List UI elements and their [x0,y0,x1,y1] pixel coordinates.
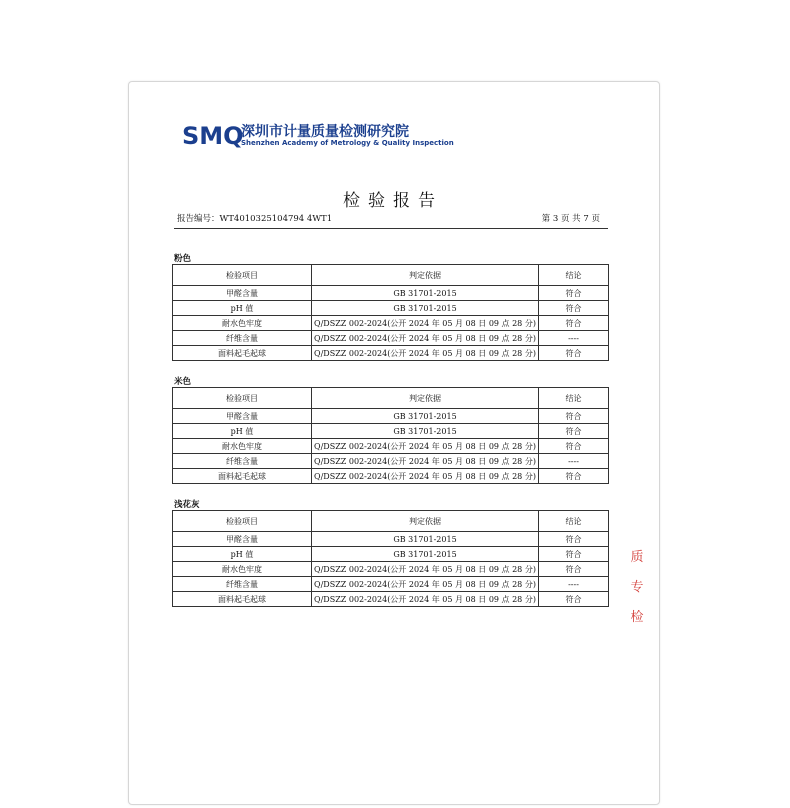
header-item: 检验项目 [173,388,312,409]
org-name-en: Shenzhen Academy of Metrology & Quality Inspection [241,139,454,147]
seal-char: 质 [630,550,644,565]
cell-item: 面料起毛起球 [173,469,312,484]
table-row [173,286,609,301]
seal-fragment [629,578,645,598]
table-row [173,469,609,484]
table-row [173,301,609,316]
cell-basis: Q/DSZZ 002-2024(公开 2024 年 05 月 08 日 09 点 28 分) [312,592,539,607]
cell-item: pH 值 [173,424,312,439]
cell-item: 面料起毛起球 [173,346,312,361]
cell-basis: Q/DSZZ 002-2024(公开 2024 年 05 月 08 日 09 点 28 分) [312,469,539,484]
cell-conclusion: 符合 [539,424,609,439]
cell-basis: GB 31701-2015 [312,547,539,562]
table-header-row [173,265,609,286]
cell-item: 甲醛含量 [173,286,312,301]
table-row [173,562,609,577]
cell-item: pH 值 [173,547,312,562]
document-title: 检验报告 [343,191,443,211]
table-row [173,439,609,454]
cell-basis: Q/DSZZ 002-2024(公开 2024 年 05 月 08 日 09 点 28 分) [312,346,539,361]
group-label: 粉色 [174,254,192,264]
results-table [172,387,609,484]
cell-item: 耐水色牢度 [173,316,312,331]
seal-char: 专 [630,580,644,595]
cell-conclusion: ---- [539,331,609,346]
table-row [173,577,609,592]
table-header-row [173,511,609,532]
cell-conclusion: 符合 [539,592,609,607]
cell-conclusion: 符合 [539,286,609,301]
results-table [172,264,609,361]
group-label: 浅花灰 [174,500,200,510]
cell-item: 纤维含量 [173,454,312,469]
table-row [173,424,609,439]
cell-conclusion: 符合 [539,547,609,562]
table-row [173,532,609,547]
cell-item: 面料起毛起球 [173,592,312,607]
org-name-cn: 深圳市计量质量检测研究院 [241,124,409,140]
cell-basis: Q/DSZZ 002-2024(公开 2024 年 05 月 08 日 09 点 28 分) [312,562,539,577]
cell-basis: Q/DSZZ 002-2024(公开 2024 年 05 月 08 日 09 点 28 分) [312,439,539,454]
cell-basis: Q/DSZZ 002-2024(公开 2024 年 05 月 08 日 09 点 28 分) [312,316,539,331]
header-conclusion: 结论 [539,265,609,286]
cell-conclusion: 符合 [539,409,609,424]
table-header-row [173,388,609,409]
header-conclusion: 结论 [539,511,609,532]
cell-item: 甲醛含量 [173,409,312,424]
cell-conclusion: ---- [539,454,609,469]
report-number: 报告编号：WT4010325104794 4WT1 [177,214,333,224]
header-basis: 判定依据 [312,511,539,532]
cell-conclusion: 符合 [539,532,609,547]
cell-item: 纤维含量 [173,577,312,592]
seal-fragment [629,548,645,568]
cell-item: 甲醛含量 [173,532,312,547]
cell-conclusion: 符合 [539,562,609,577]
logo-mark: SMQ [182,122,244,150]
table-row [173,592,609,607]
table-row [173,409,609,424]
seal-char: 检 [630,610,644,625]
cell-basis: GB 31701-2015 [312,286,539,301]
group-label: 米色 [174,377,192,387]
cell-item: 耐水色牢度 [173,562,312,577]
cell-basis: GB 31701-2015 [312,409,539,424]
cell-item: pH 值 [173,301,312,316]
header-item: 检验项目 [173,265,312,286]
cell-item: 耐水色牢度 [173,439,312,454]
cell-conclusion: 符合 [539,469,609,484]
cell-basis: Q/DSZZ 002-2024(公开 2024 年 05 月 08 日 09 点 28 分) [312,454,539,469]
cell-basis: GB 31701-2015 [312,424,539,439]
table-row [173,346,609,361]
table-row [173,547,609,562]
cell-basis: Q/DSZZ 002-2024(公开 2024 年 05 月 08 日 09 点 28 分) [312,577,539,592]
seal-fragment [629,608,645,628]
header-basis: 判定依据 [312,388,539,409]
table-row [173,316,609,331]
table-row [173,331,609,346]
cell-basis: Q/DSZZ 002-2024(公开 2024 年 05 月 08 日 09 点 28 分) [312,331,539,346]
header-basis: 判定依据 [312,265,539,286]
cell-basis: GB 31701-2015 [312,301,539,316]
cell-conclusion: 符合 [539,346,609,361]
results-table [172,510,609,607]
cell-item: 纤维含量 [173,331,312,346]
page-number: 第 3 页 共 7 页 [541,214,600,224]
cell-conclusion: ---- [539,577,609,592]
cell-conclusion: 符合 [539,439,609,454]
cell-conclusion: 符合 [539,316,609,331]
header-conclusion: 结论 [539,388,609,409]
cell-conclusion: 符合 [539,301,609,316]
header-item: 检验项目 [173,511,312,532]
table-row [173,454,609,469]
header-divider [174,228,608,229]
cell-basis: GB 31701-2015 [312,532,539,547]
